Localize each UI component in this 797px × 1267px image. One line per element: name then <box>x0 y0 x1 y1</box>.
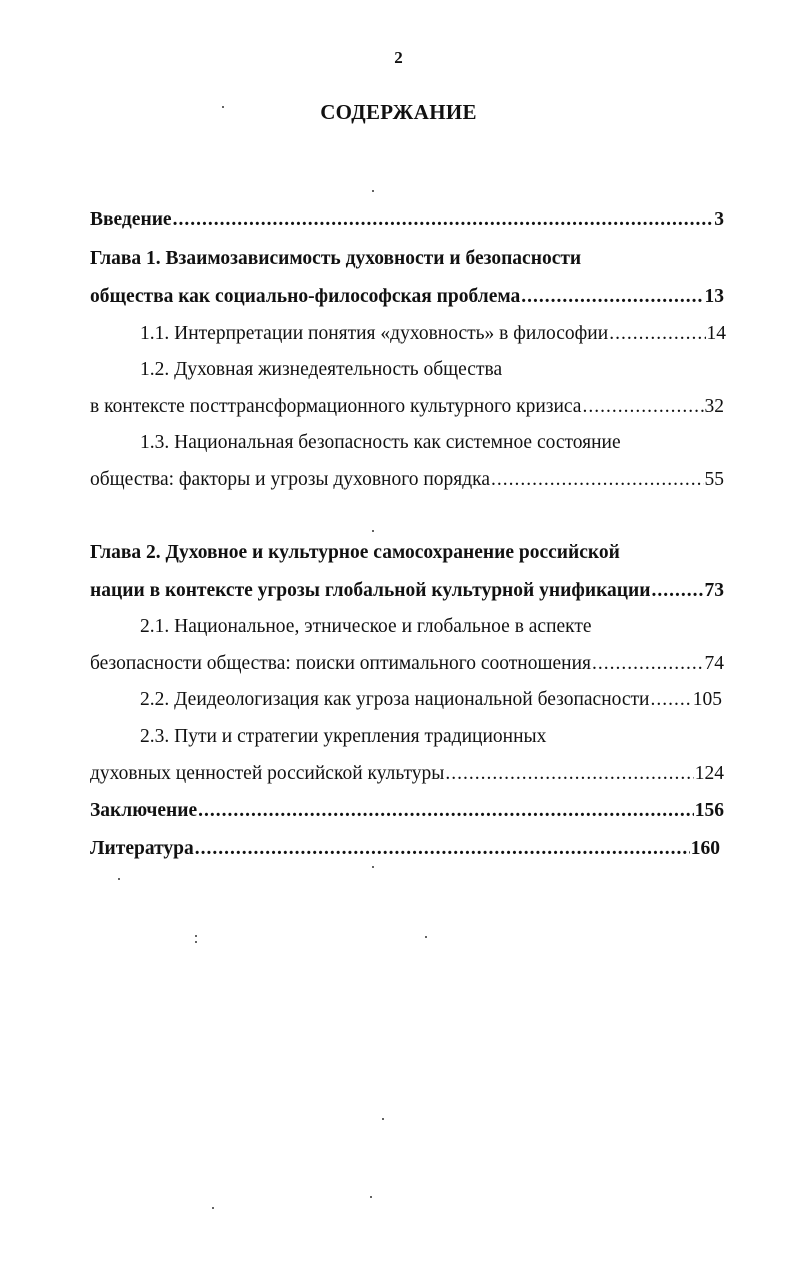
scan-speck <box>382 1118 384 1120</box>
toc-entry-label: Глава 2. Духовное и культурное самосохранение российской <box>90 542 620 563</box>
scan-speck <box>222 106 224 108</box>
toc-entry-label: в контексте посттрансформационного культурного кризиса <box>90 396 582 417</box>
toc-entry-page: 156 <box>694 800 724 821</box>
toc-leader-dots <box>582 394 703 420</box>
toc-section-1-1 <box>140 321 726 347</box>
toc-entry-page: 3 <box>714 209 724 230</box>
scan-speck <box>195 941 197 943</box>
toc-leader-dots <box>198 798 694 824</box>
toc-section-2-1-line-2 <box>90 651 724 677</box>
scan-speck <box>212 1207 214 1209</box>
toc-entry-page: 160 <box>690 838 720 859</box>
toc-entry-conclusion <box>90 798 724 824</box>
toc-chapter-1-line-2 <box>90 284 724 310</box>
toc-section-2-3-line-1 <box>140 724 740 750</box>
scan-speck <box>372 866 374 868</box>
toc-section-1-2-line-2 <box>90 394 724 420</box>
toc-entry-label: общества: факторы и угрозы духовного порядка <box>90 469 491 490</box>
toc-entry-label: 1.3. Национальная безопасность как системное состояние <box>140 432 621 453</box>
toc-entry-page: 124 <box>694 763 724 784</box>
toc-section-2-1-line-1 <box>140 614 740 640</box>
toc-entry-label: 2.3. Пути и стратегии укрепления традиционных <box>140 726 547 747</box>
scan-speck <box>425 936 427 938</box>
page-number: 2 <box>394 48 403 67</box>
toc-entry-literature <box>90 836 720 862</box>
toc-entry-label: Заключение <box>90 800 198 821</box>
toc-entry-label: нации в контексте угрозы глобальной культурной унификации <box>90 580 651 601</box>
toc-entry-label: 1.1. Интерпретации понятия «духовность» в философии <box>140 323 609 344</box>
toc-leader-dots <box>491 467 703 493</box>
toc-section-1-3-line-1 <box>140 430 740 456</box>
toc-chapter-1-line-1 <box>90 246 750 272</box>
toc-section-2-3-line-2 <box>90 761 724 787</box>
toc-entry-label: 2.2. Деидеологизация как угроза национальной безопасности <box>140 689 650 710</box>
toc-entry-label: общества как социально-философская проблема <box>90 286 521 307</box>
toc-entry-label: духовных ценностей российской культуры <box>90 763 445 784</box>
toc-entry-page: 14 <box>706 323 726 344</box>
scan-speck <box>118 878 120 880</box>
toc-leader-dots <box>651 687 692 713</box>
toc-leader-dots <box>445 761 693 787</box>
toc-entry-page: 105 <box>692 689 722 710</box>
toc-section-1-3-line-2 <box>90 467 724 493</box>
toc-entry-label: 1.2. Духовная жизнедеятельность общества <box>140 359 503 380</box>
toc-entry-page: 73 <box>704 580 724 601</box>
toc-entry-label: Введение <box>90 209 172 230</box>
toc-entry-label: 2.1. Национальное, этническое и глобальное в аспекте <box>140 616 592 637</box>
toc-leader-dots <box>609 321 705 347</box>
toc-entry-label: Глава 1. Взаимозависимость духовности и безопасности <box>90 248 582 269</box>
toc-entry-page: 13 <box>704 286 724 307</box>
scan-speck <box>372 190 374 192</box>
toc-section-2-2 <box>140 687 722 713</box>
toc-leader-dots <box>521 284 703 310</box>
toc-entry-page: 55 <box>704 469 724 490</box>
toc-entry-label: Литература <box>90 838 194 859</box>
toc-section-1-2-line-1 <box>140 357 740 383</box>
toc-entry-page: 74 <box>704 653 724 674</box>
toc-leader-dots <box>173 207 714 233</box>
toc-chapter-2-line-2 <box>90 578 724 604</box>
page-title: СОДЕРЖАНИЕ <box>320 100 477 124</box>
toc-entry-page: 32 <box>704 396 724 417</box>
toc-leader-dots <box>651 578 703 604</box>
toc-leader-dots <box>592 651 703 677</box>
toc-entry-intro <box>90 207 724 233</box>
toc-chapter-2-line-1 <box>90 540 750 566</box>
toc-leader-dots <box>195 836 690 862</box>
scan-speck <box>195 935 197 937</box>
scan-speck <box>372 530 374 532</box>
scan-speck <box>370 1196 372 1198</box>
toc-entry-label: безопасности общества: поиски оптимального соотношения <box>90 653 592 674</box>
